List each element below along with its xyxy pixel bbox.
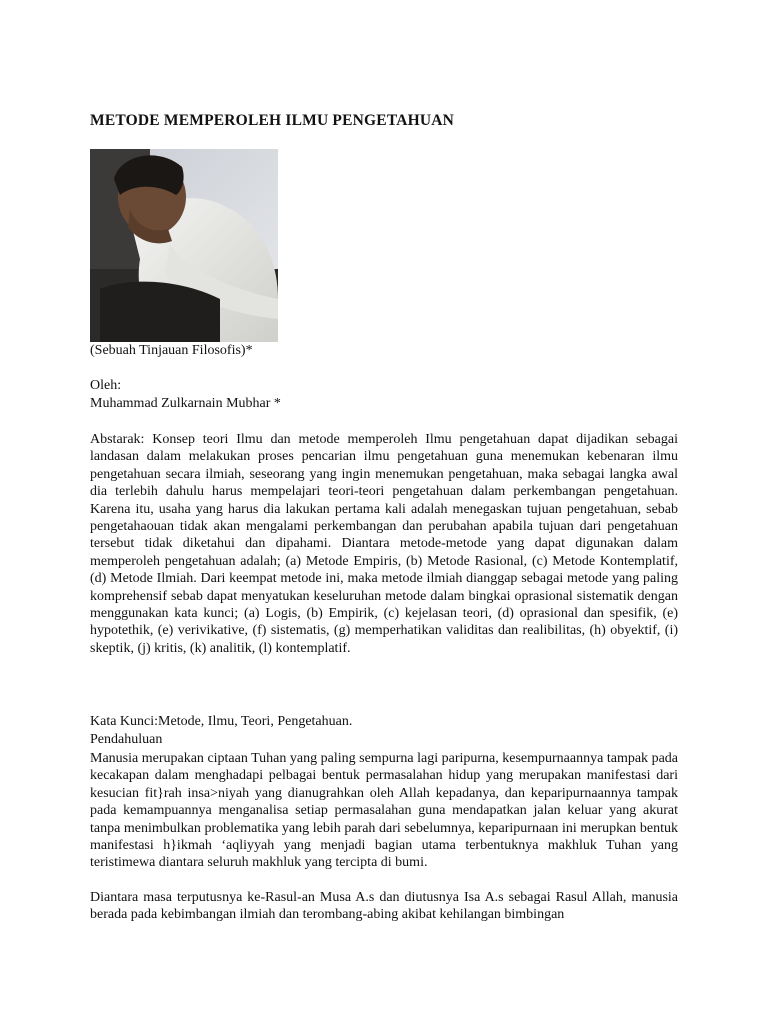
document-title: METODE MEMPEROLEH ILMU PENGETAHUAN (90, 112, 455, 129)
author-photo-illustration (90, 149, 278, 342)
author-name: Muhammad Zulkarnain Mubhar * (90, 396, 281, 411)
intro-paragraph: Diantara masa terputusnya ke-Rasul-an Musa A.s dan diutusnya Isa A.s sebagai Rasul Allah, manusia berada pada kebimbangan ilmiah dan terombang-abing akibat kehilangan bimbingan (90, 890, 678, 923)
abstract-paragraph: Abstarak: Konsep teori Ilmu dan metode memperoleh Ilmu pengetahuan dapat dijadikan sebagai landasan dalam melakukan proses pencarian ilmu pengetahuan guna menemukan kebenaran ilmu pengetahuan secara ilmiah, seseorang yang ingin menemukan pengetahuan, maka sebagai langka awal dia terlebih dahulu harus mempelajari teori-teori pengetahuan dalam perkembangan pengetahuan. Karena itu, usaha yang harus dia lakukan pertama kali adalah menegaskan tujuan pengetahuan, sebab pengetahaouan tidak akan mengalami perkembangan dan perubahan apabila tujuan dari pengetahuan tersebut tidak diketahui dan dipahami. Diantara metode-metode yang dapat digunakan dalam memperoleh pengetahuan adalah; (a) Metode Empiris, (b) Metode Rasional, (c) Metode Kontemplatif, (d) Metode Ilmiah. Dari keempat metode ini, maka metode ilmiah dianggap sebagai metode yang paling komprehensif sebab dapat menyatukan keseluruhan metode dalam bingkai oprasional sistematik dengan menggunakan kata kunci; (a) Logis, (b) Empirik, (c) kejelasan teori, (d) oprasional dan spesifik, (e) hypotethik, (e) verivikative, (f) sistematis, (g) memperhatikan validitas dan realibilitas, (h) obyektif, (i) skeptik, (j) kritis, (k) analitik, (l) kontemplatif. (90, 432, 678, 656)
keywords: Kata Kunci:Metode, Ilmu, Teori, Pengetahuan. (90, 714, 353, 729)
intro-paragraph: Manusia merupakan ciptaan Tuhan yang paling sempurna lagi paripurna, kesempurnaannya tampak pada kecakapan dalam menghadapi pelbagai bentuk permasalahan hidup yang merupakan manifestasi dari kesucian fit}rah insa>niyah yang dianugrahkan oleh Allah kepadanya, dan keparipurnaannya tampak pada kemampuannya menganalisa setiap permasalahan guna mendapatkan jalan keluar yang akurat tanpa menimbulkan problematika yang lebih parah dari sebelumnya, keparipurnaan ini merupkan bentuk manifestasi h}ikmah ‘aqliyyah yang menjadi bagian utama terbentuknya makhluk Tuhan yang teristimewa diantara seluruh makhluk yang tercipta di bumi. (90, 751, 678, 871)
byline-label: Oleh: (90, 378, 122, 393)
document-subtitle: (Sebuah Tinjauan Filosofis)* (90, 343, 253, 358)
author-photo (90, 149, 278, 342)
section-heading: Pendahuluan (90, 732, 163, 747)
